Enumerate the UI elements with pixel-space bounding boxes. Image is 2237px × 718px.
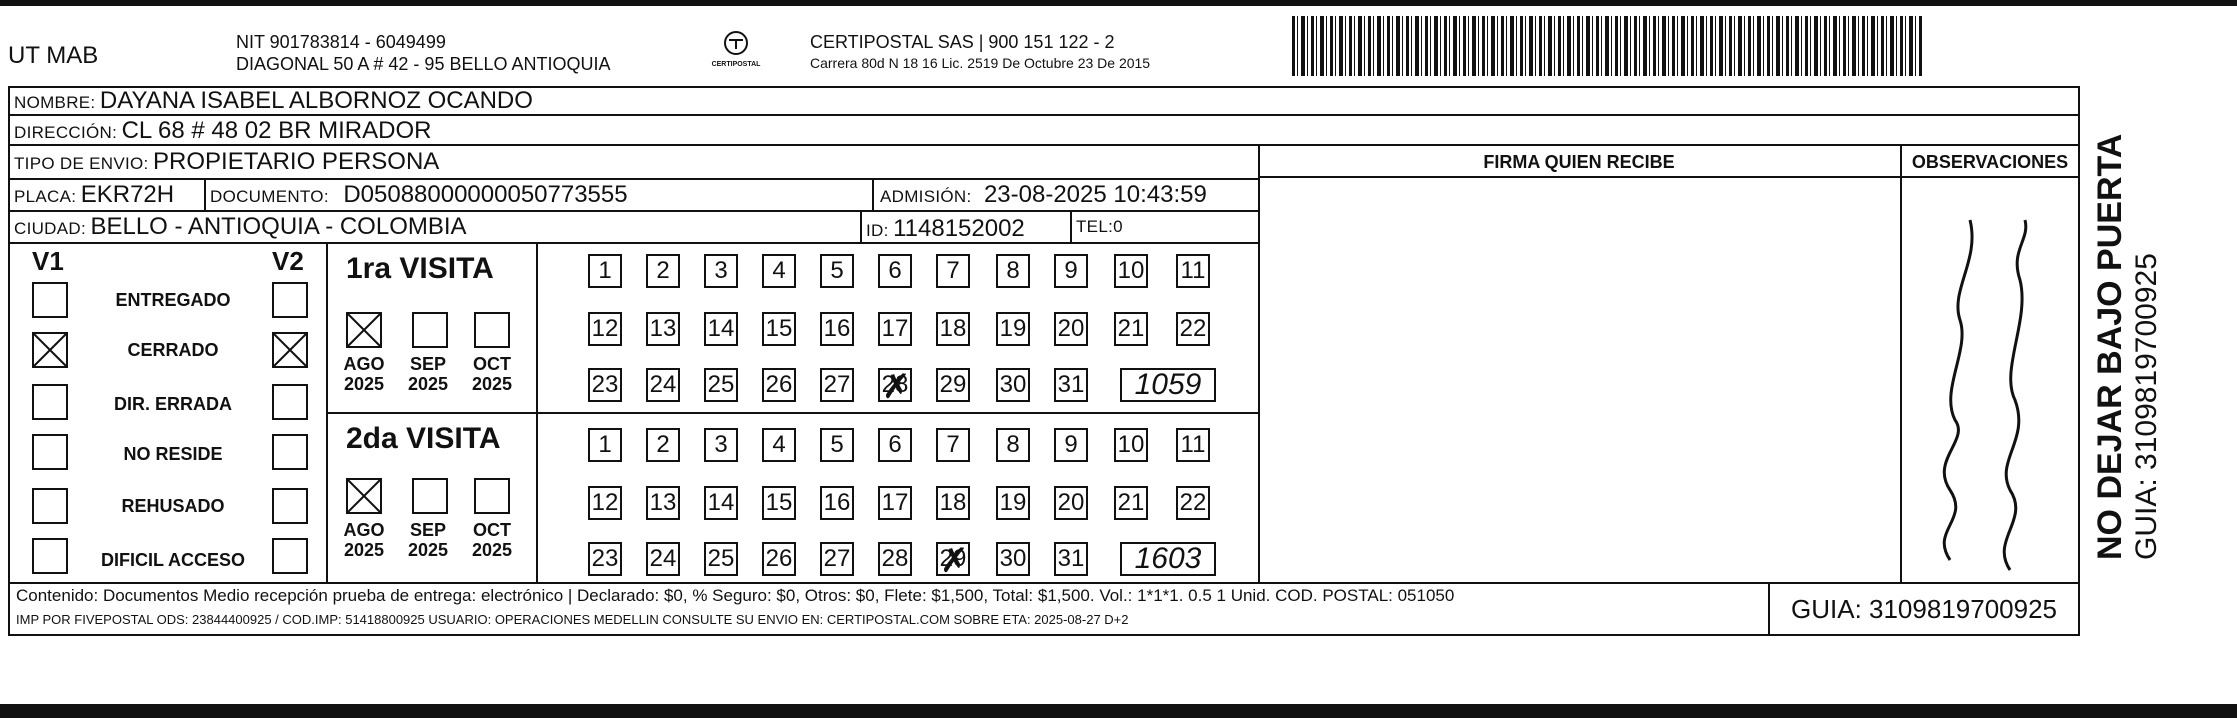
id-label: ID:: [866, 221, 889, 240]
day-box[interactable]: 9: [1054, 428, 1088, 462]
day-box[interactable]: 25: [704, 542, 738, 576]
v2-dir-errada-checkbox[interactable]: [272, 384, 308, 420]
ciudad-value: BELLO - ANTIOQUIA - COLOMBIA: [90, 213, 467, 240]
certipostal-logo-icon: [706, 30, 766, 74]
day-box[interactable]: 20: [1054, 486, 1088, 520]
visita1-month-sep: SEP 2025: [407, 354, 449, 394]
day-box[interactable]: 4: [762, 254, 796, 288]
day-box[interactable]: 12: [588, 486, 622, 520]
day-box[interactable]: 15: [762, 312, 796, 346]
day-box[interactable]: 29 ✗: [936, 542, 970, 576]
day-box[interactable]: 23: [588, 542, 622, 576]
admision-row: [880, 181, 1207, 209]
documento-value: D05088000000050773555: [343, 181, 628, 208]
tipo-value: PROPIETARIO PERSONA: [153, 148, 440, 175]
id-row: [866, 215, 1025, 243]
footer-imp: IMP POR FIVEPOSTAL ODS: 23844400925 / COD.IMP: 51418800925 USUARIO: OPERACIONES MEDELLIN CONSULTE SU ENVIO EN: CERTIPOSTAL.COM SOBRE ETA: 2025-08-27 D+2: [16, 612, 1129, 627]
status-entregado: ENTREGADO: [115, 290, 231, 310]
nombre-row: [14, 87, 533, 115]
day-box[interactable]: 18: [936, 486, 970, 520]
day-box[interactable]: 13: [646, 486, 680, 520]
visita1-sep-checkbox[interactable]: [412, 312, 448, 348]
day-box[interactable]: 15: [762, 486, 796, 520]
day-box[interactable]: 25: [704, 368, 738, 402]
nombre-value: DAYANA ISABEL ALBORNOZ OCANDO: [99, 87, 533, 114]
side-text: [2090, 134, 2164, 560]
direccion-label: DIRECCIÓN:: [14, 123, 118, 142]
day-box[interactable]: 16: [820, 486, 854, 520]
v1-no-reside-checkbox[interactable]: [32, 434, 68, 470]
day-box[interactable]: 19: [996, 486, 1030, 520]
day-box[interactable]: 4: [762, 428, 796, 462]
day-box[interactable]: 22: [1176, 486, 1210, 520]
day-box[interactable]: 27: [820, 542, 854, 576]
v1-entregado-checkbox[interactable]: [32, 282, 68, 318]
side-no-dejar: NO DEJAR BAJO PUERTA: [2091, 133, 2129, 560]
status-cerrado: CERRADO: [127, 340, 219, 360]
handwritten-signature: [1900, 200, 2080, 580]
documento-row: [210, 181, 628, 209]
day-box[interactable]: 27: [820, 368, 854, 402]
day-box[interactable]: 10: [1114, 254, 1148, 288]
day-box[interactable]: 23: [588, 368, 622, 402]
day-box[interactable]: 19: [996, 312, 1030, 346]
status-dir-errada: DIR. ERRADA: [113, 394, 232, 414]
placa-row: [14, 181, 174, 209]
day-box[interactable]: 17: [878, 312, 912, 346]
day-box[interactable]: 10: [1114, 428, 1148, 462]
v1-dificil-acceso-checkbox[interactable]: [32, 538, 68, 574]
firma-header: FIRMA QUIEN RECIBE: [1483, 152, 1675, 172]
direccion-row: [14, 117, 431, 145]
visita2-ago-checkbox[interactable]: [346, 478, 382, 514]
sender-address: DIAGONAL 50 A # 42 - 95 BELLO ANTIOQUIA: [236, 54, 611, 74]
day-box[interactable]: 3: [704, 254, 738, 288]
day-box[interactable]: 22: [1176, 312, 1210, 346]
day-box[interactable]: 31: [1054, 368, 1088, 402]
footer-contenido: Contenido: Documentos Medio recepción prueba de entrega: electrónico | Declarado: $0, % Seguro: $0, Otros: $0, Flete: $1,500, Total: $1,500. Vol.: 1*1*1. 0.5 1 Unid. COD. POSTAL: 051050: [16, 586, 1455, 605]
visita2-month-sep: SEP 2025: [407, 520, 449, 560]
day-box[interactable]: 5: [820, 254, 854, 288]
day-box[interactable]: 16: [820, 312, 854, 346]
footer-guia: GUIA: 3109819700925: [1791, 594, 2057, 624]
day-box[interactable]: 8: [996, 254, 1030, 288]
day-box[interactable]: 24: [646, 542, 680, 576]
company-name: CERTIPOSTAL SAS | 900 151 122 - 2: [810, 32, 1115, 52]
visita2-oct-checkbox[interactable]: [474, 478, 510, 514]
observaciones-header: OBSERVACIONES: [1911, 152, 2069, 172]
day-box[interactable]: 14: [704, 312, 738, 346]
tel-label: TEL:: [1076, 217, 1114, 236]
visita1-title: 1ra VISITA: [346, 252, 494, 285]
day-box[interactable]: 14: [704, 486, 738, 520]
visita1-month-oct: OCT 2025: [471, 354, 513, 394]
bottom-border: [0, 704, 2237, 718]
day-box[interactable]: 30: [996, 542, 1030, 576]
nit: NIT 901783814 - 6049499: [236, 32, 446, 52]
day-box[interactable]: 30: [996, 368, 1030, 402]
day-box[interactable]: 17: [878, 486, 912, 520]
day-box[interactable]: 8: [996, 428, 1030, 462]
day-box[interactable]: 6: [878, 428, 912, 462]
status-no-reside: NO RESIDE: [123, 444, 223, 464]
top-border: [0, 0, 2237, 6]
id-value: 1148152002: [893, 215, 1025, 242]
day-box[interactable]: 18: [936, 312, 970, 346]
v2-label: V2: [272, 246, 304, 276]
admision-label: ADMISIÓN:: [880, 187, 972, 206]
day-box[interactable]: 21: [1114, 486, 1148, 520]
logo-text: CERTIPOSTAL: [711, 61, 761, 68]
visita2-title: 2da VISITA: [346, 422, 501, 455]
day-box[interactable]: 26: [762, 368, 796, 402]
v1-dir-errada-checkbox[interactable]: [32, 384, 68, 420]
documento-label: DOCUMENTO:: [210, 187, 329, 206]
day-box[interactable]: 3: [704, 428, 738, 462]
ciudad-label: CIUDAD:: [14, 219, 86, 238]
v2-cerrado-checkbox[interactable]: [272, 332, 308, 368]
day-box[interactable]: 31: [1054, 542, 1088, 576]
day-box[interactable]: 13: [646, 312, 680, 346]
day-box[interactable]: 7: [936, 428, 970, 462]
day-box[interactable]: 29: [936, 368, 970, 402]
visita1-month-ago: AGO 2025: [343, 354, 385, 394]
day-box[interactable]: 24: [646, 368, 680, 402]
visita2-sep-checkbox[interactable]: [412, 478, 448, 514]
visita2-month-oct: OCT 2025: [471, 520, 513, 560]
v2-rehusado-checkbox[interactable]: [272, 488, 308, 524]
v2-entregado-checkbox[interactable]: [272, 282, 308, 318]
day-box[interactable]: 1: [588, 428, 622, 462]
v1-rehusado-checkbox[interactable]: [32, 488, 68, 524]
tipo-row: [14, 148, 439, 176]
visita2-month-ago: AGO 2025: [343, 520, 385, 560]
handwritten-code: 1603: [1120, 542, 1216, 576]
placa-value: EKR72H: [80, 181, 175, 208]
day-box[interactable]: 28: [878, 542, 912, 576]
handwritten-code: 1059: [1120, 368, 1216, 402]
status-rehusado: REHUSADO: [121, 496, 225, 516]
visita1-ago-checkbox[interactable]: [346, 312, 382, 348]
day-box[interactable]: 2: [646, 254, 680, 288]
v1-label: V1: [32, 246, 64, 276]
day-box[interactable]: 12: [588, 312, 622, 346]
nombre-label: NOMBRE:: [14, 93, 96, 112]
tel-value: 0: [1113, 217, 1123, 236]
day-box[interactable]: 6: [878, 254, 912, 288]
visita1-oct-checkbox[interactable]: [474, 312, 510, 348]
day-box[interactable]: 1: [588, 254, 622, 288]
tipo-label: TIPO DE ENVIO:: [14, 154, 149, 173]
day-box[interactable]: 2: [646, 428, 680, 462]
barcode: [1292, 16, 1924, 76]
admision-value: 23-08-2025 10:43:59: [983, 181, 1207, 208]
day-box[interactable]: 20: [1054, 312, 1088, 346]
placa-label: PLACA:: [14, 187, 77, 206]
side-guia: GUIA: 3109819700925: [2130, 253, 2163, 560]
status-dificil-acceso: DIFICIL ACCESO: [100, 550, 245, 570]
day-box[interactable]: 21: [1114, 312, 1148, 346]
day-box[interactable]: 26: [762, 542, 796, 576]
v1-cerrado-checkbox[interactable]: [32, 332, 68, 368]
office-code: UT MAB: [8, 42, 99, 69]
direccion-value: CL 68 # 48 02 BR MIRADOR: [121, 117, 432, 144]
day-box[interactable]: 28 ✗: [878, 368, 912, 402]
day-box[interactable]: 11: [1176, 428, 1210, 462]
day-box[interactable]: 11: [1176, 254, 1210, 288]
day-box[interactable]: 9: [1054, 254, 1088, 288]
v2-dificil-acceso-checkbox[interactable]: [272, 538, 308, 574]
tel-row: [1076, 217, 1123, 237]
day-box[interactable]: 7: [936, 254, 970, 288]
company-license: Carrera 80d N 18 16 Lic. 2519 De Octubre 23 De 2015: [810, 55, 1151, 71]
v2-no-reside-checkbox[interactable]: [272, 434, 308, 470]
day-box[interactable]: 5: [820, 428, 854, 462]
ciudad-row: [14, 213, 467, 241]
